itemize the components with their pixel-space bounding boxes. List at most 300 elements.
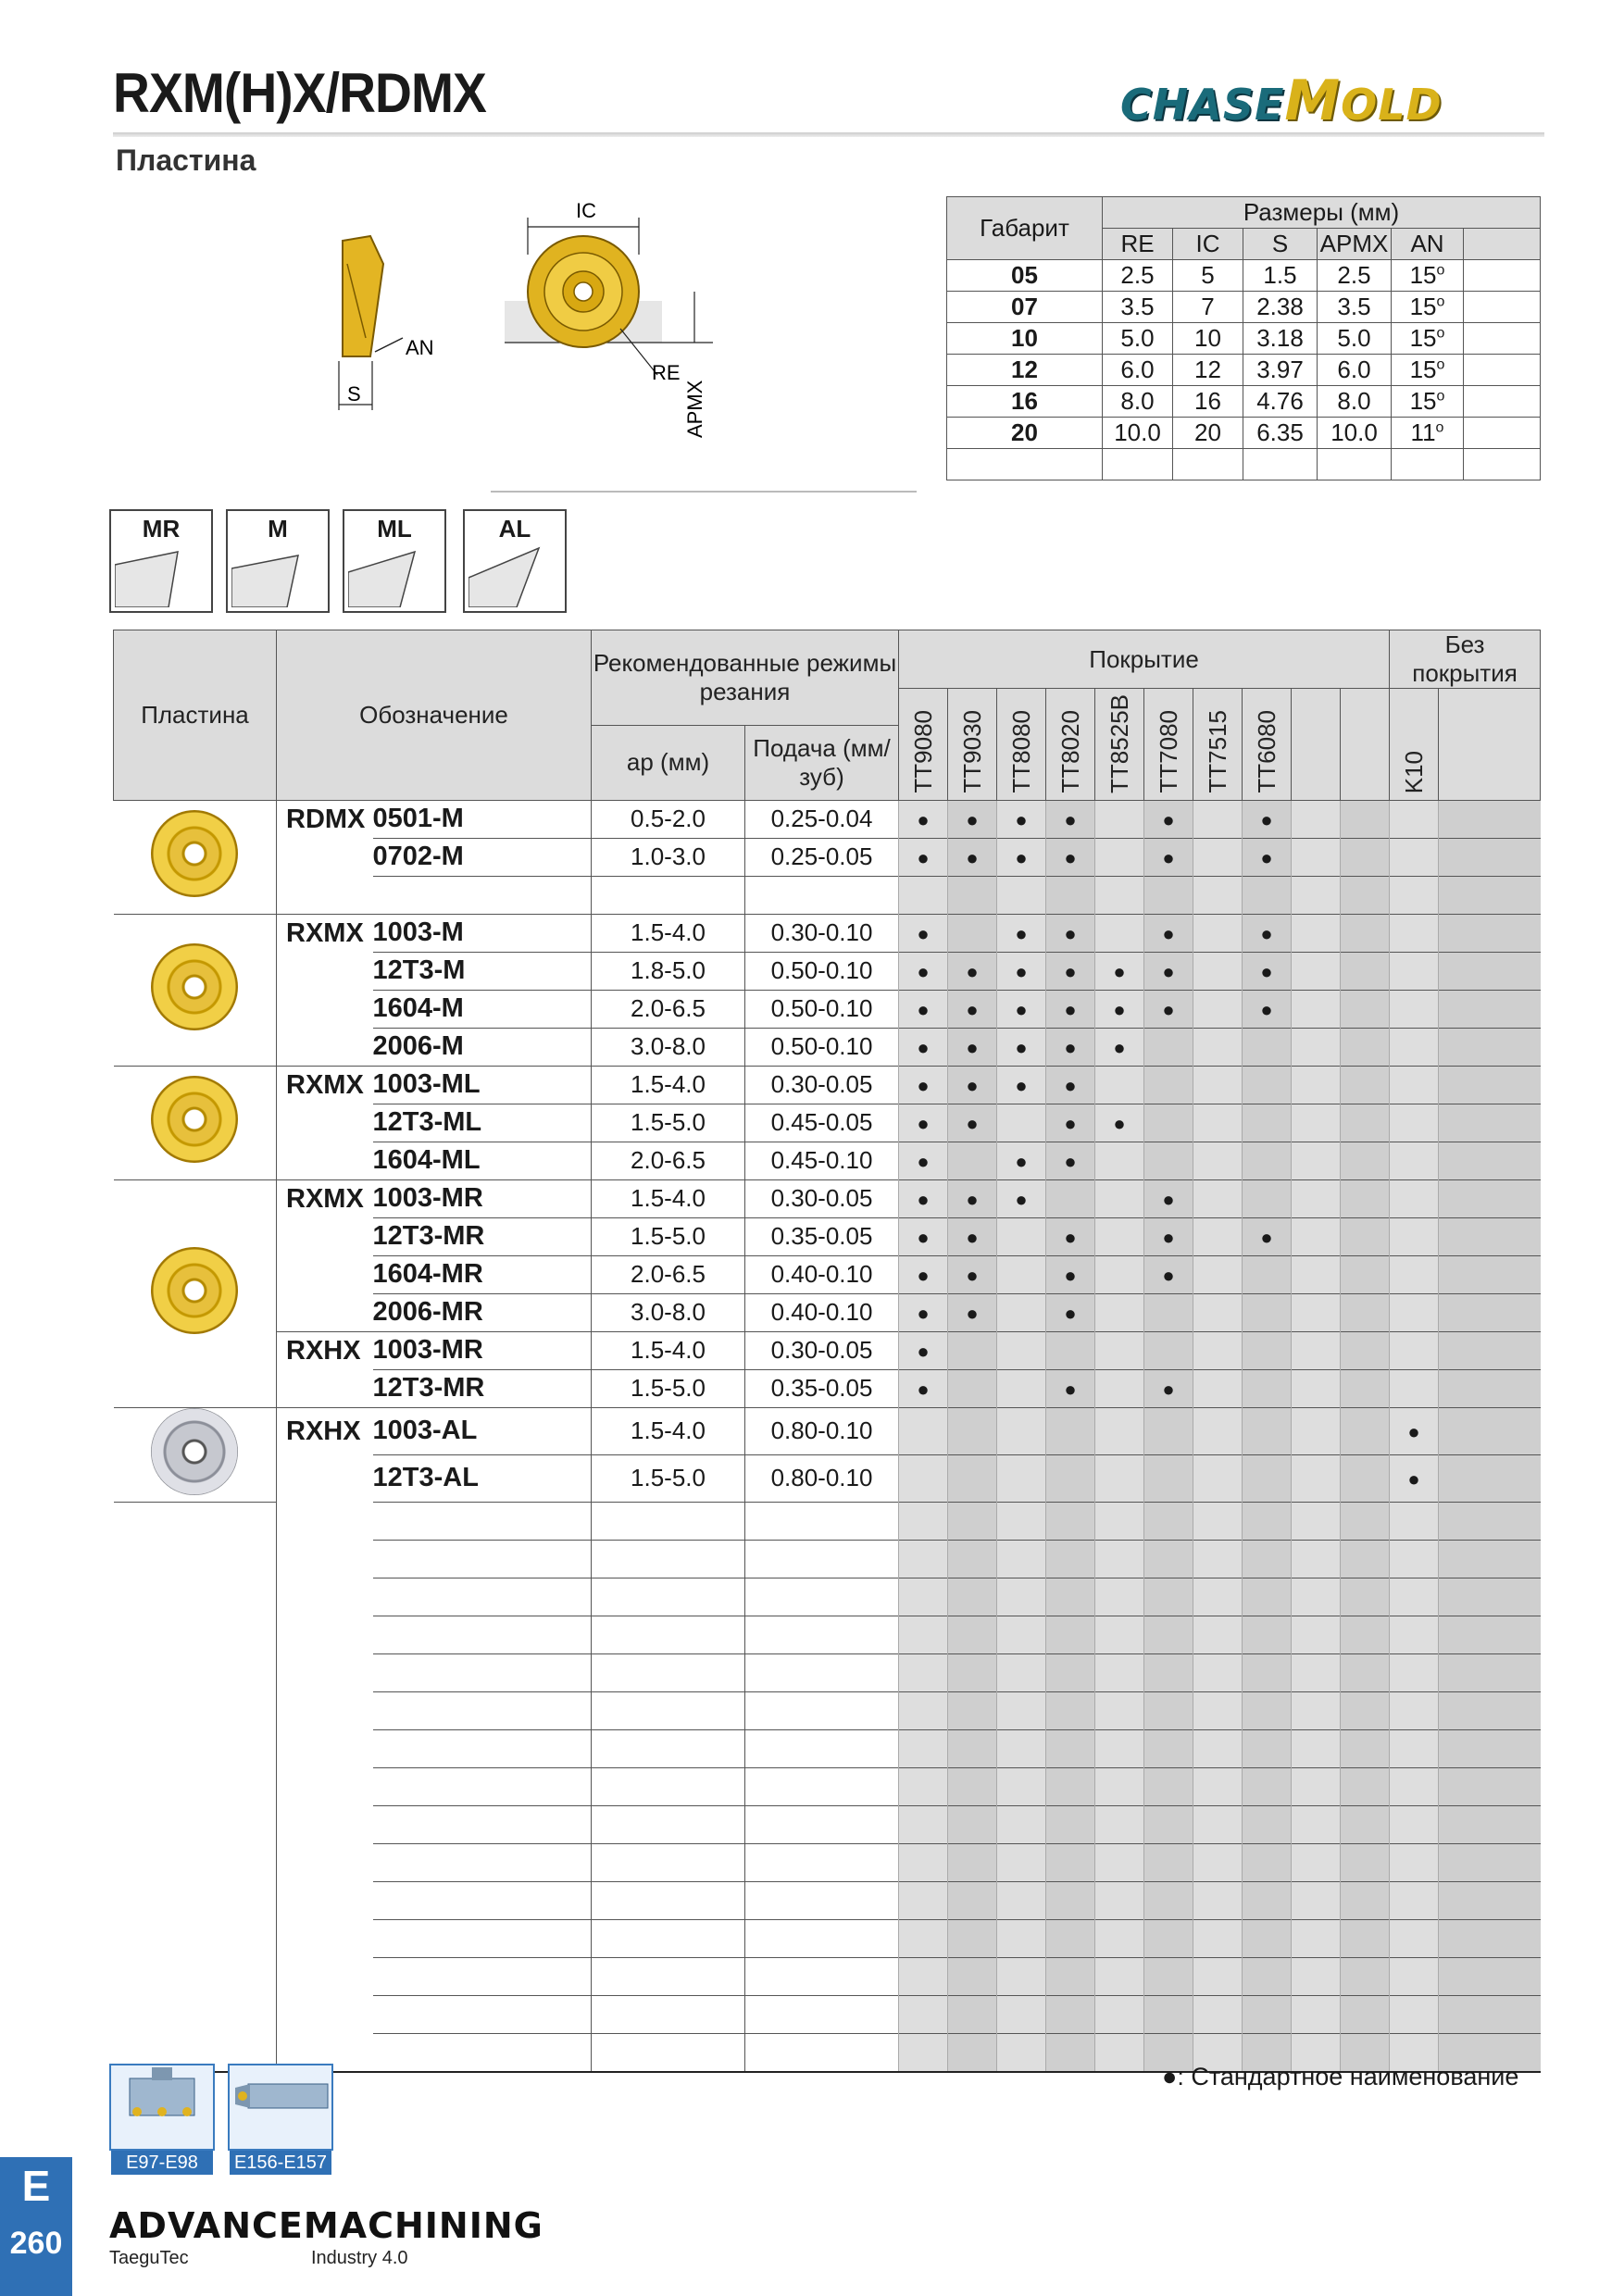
dims-cell-re: 6.0 bbox=[1103, 355, 1173, 386]
designation-prefix: RXMX bbox=[277, 914, 373, 952]
grade-cell bbox=[1095, 1578, 1144, 1616]
label-ic: IC bbox=[576, 199, 596, 222]
grade-cell bbox=[1341, 952, 1390, 990]
grade-cell bbox=[1193, 1843, 1243, 1881]
dims-header-group: Размеры (мм) bbox=[1103, 197, 1541, 229]
grade-cell bbox=[1046, 1995, 1095, 2033]
grade-cell bbox=[1193, 914, 1243, 952]
ap-value: 1.5-4.0 bbox=[592, 1066, 745, 1104]
dims-cell-ic: 10 bbox=[1173, 323, 1243, 355]
designation-code: 12T3-MR bbox=[373, 1217, 592, 1255]
grade-cell bbox=[1243, 1407, 1292, 1454]
grade-header bbox=[997, 689, 1046, 801]
dims-cell-ic: 5 bbox=[1173, 260, 1243, 292]
availability-dot bbox=[1390, 1407, 1439, 1454]
grade-cell bbox=[1390, 1104, 1439, 1142]
grade-cell bbox=[1341, 1843, 1390, 1881]
grade-cell bbox=[948, 1805, 997, 1843]
dims-cell-an bbox=[1392, 323, 1464, 355]
availability-dot bbox=[948, 1255, 997, 1293]
availability-dot bbox=[899, 838, 948, 876]
grade-cell bbox=[1439, 1995, 1541, 2033]
insert-image bbox=[114, 1066, 277, 1179]
grade-cell bbox=[1144, 1767, 1193, 1805]
grade-cell bbox=[1341, 914, 1390, 952]
dims-cell-size: 07 bbox=[947, 292, 1103, 323]
grade-cell bbox=[1292, 838, 1341, 876]
grade-cell bbox=[1439, 1805, 1541, 1843]
availability-dot bbox=[1046, 1369, 1095, 1407]
dims-row bbox=[947, 323, 1541, 355]
grade-cell bbox=[1144, 1578, 1193, 1616]
grade-cell bbox=[1341, 800, 1390, 838]
grade-cell bbox=[1095, 2033, 1144, 2072]
grade-cell bbox=[1439, 952, 1541, 990]
grade-cell bbox=[948, 1407, 997, 1454]
grade-cell bbox=[1390, 1066, 1439, 1104]
availability-dot bbox=[899, 1331, 948, 1369]
availability-dot bbox=[1046, 1104, 1095, 1142]
grade-header bbox=[1390, 689, 1439, 801]
table-row bbox=[114, 1028, 1541, 1066]
dims-cell-apmx: 10.0 bbox=[1318, 418, 1392, 449]
grade-cell bbox=[1144, 1729, 1193, 1767]
availability-dot bbox=[1144, 800, 1193, 838]
grade-header bbox=[1439, 689, 1541, 801]
grade-cell bbox=[1243, 1957, 1292, 1995]
grade-cell bbox=[1390, 1331, 1439, 1369]
dims-cell-s: 4.76 bbox=[1243, 386, 1318, 418]
grade-cell bbox=[1439, 800, 1541, 838]
grade-cell bbox=[899, 2033, 948, 2072]
designation-prefix bbox=[277, 1369, 373, 1407]
availability-dot bbox=[899, 1142, 948, 1179]
blank-row bbox=[114, 1919, 1541, 1957]
dims-header-re: RE bbox=[1103, 229, 1173, 260]
insert-drawing bbox=[306, 199, 731, 449]
grade-cell bbox=[1193, 800, 1243, 838]
page-title: RXM(H)X/RDMX bbox=[113, 62, 486, 124]
grade-cell bbox=[899, 876, 948, 914]
grade-cell bbox=[1193, 838, 1243, 876]
insert-image bbox=[114, 1179, 277, 1407]
designation-code: 2006-MR bbox=[373, 1293, 592, 1331]
grade-cell bbox=[1439, 1881, 1541, 1919]
grade-cell bbox=[1095, 1767, 1144, 1805]
designation-prefix bbox=[277, 990, 373, 1028]
availability-dot bbox=[948, 952, 997, 990]
insert-image bbox=[114, 1407, 277, 1502]
grade-cell bbox=[1095, 1805, 1144, 1843]
grade-cell bbox=[1439, 1369, 1541, 1407]
feed-value: 0.50-0.10 bbox=[745, 990, 899, 1028]
grade-cell bbox=[1439, 1331, 1541, 1369]
table-row bbox=[114, 838, 1541, 876]
availability-dot bbox=[899, 1369, 948, 1407]
grade-cell bbox=[948, 1843, 997, 1881]
availability-dot bbox=[948, 1028, 997, 1066]
availability-dot bbox=[1046, 914, 1095, 952]
feed-value: 0.80-0.10 bbox=[745, 1454, 899, 1502]
feed-value: 0.30-0.05 bbox=[745, 1179, 899, 1217]
dims-cell-s: 2.38 bbox=[1243, 292, 1318, 323]
designation-code bbox=[373, 876, 592, 914]
grade-cell bbox=[1095, 1293, 1144, 1331]
grade-label: TT8525B bbox=[1105, 694, 1133, 793]
grade-cell bbox=[1292, 1653, 1341, 1691]
grade-cell bbox=[1046, 1881, 1095, 1919]
availability-dot bbox=[1144, 838, 1193, 876]
dims-cell-size: 16 bbox=[947, 386, 1103, 418]
side-view-shape bbox=[343, 236, 383, 356]
designation-prefix: RDMX bbox=[277, 800, 373, 838]
dims-cell-re: 8.0 bbox=[1103, 386, 1173, 418]
grade-cell bbox=[948, 1616, 997, 1653]
grade-cell bbox=[1341, 1691, 1390, 1729]
grade-cell bbox=[1390, 1653, 1439, 1691]
designation-prefix bbox=[277, 952, 373, 990]
grade-cell bbox=[1439, 1142, 1541, 1179]
label-re: RE bbox=[652, 361, 681, 384]
availability-dot bbox=[997, 914, 1046, 952]
grade-header bbox=[899, 689, 948, 801]
grade-cell bbox=[948, 1142, 997, 1179]
ap-value: 2.0-6.5 bbox=[592, 990, 745, 1028]
grade-cell bbox=[1243, 1066, 1292, 1104]
grade-cell bbox=[1390, 952, 1439, 990]
grade-cell bbox=[1193, 1293, 1243, 1331]
diagram-divider bbox=[491, 491, 917, 493]
grade-cell bbox=[997, 1407, 1046, 1454]
grade-cell bbox=[1144, 1653, 1193, 1691]
grade-cell bbox=[1144, 1331, 1193, 1369]
grade-cell bbox=[1144, 1919, 1193, 1957]
blank-row bbox=[114, 1805, 1541, 1843]
dims-cell-an bbox=[1392, 386, 1464, 418]
section-tab bbox=[0, 2157, 72, 2296]
grade-cell bbox=[997, 1578, 1046, 1616]
availability-dot bbox=[899, 1066, 948, 1104]
dims-cell-s: 3.97 bbox=[1243, 355, 1318, 386]
grade-cell bbox=[1243, 1919, 1292, 1957]
dims-header-ic: IC bbox=[1173, 229, 1243, 260]
availability-dot bbox=[1144, 914, 1193, 952]
grade-cell bbox=[1095, 1142, 1144, 1179]
feed-value bbox=[745, 876, 899, 914]
grade-cell bbox=[1243, 1616, 1292, 1653]
grade-cell bbox=[997, 1104, 1046, 1142]
grade-cell bbox=[1390, 1502, 1439, 1540]
dims-cell-re: 3.5 bbox=[1103, 292, 1173, 323]
table-row bbox=[114, 1142, 1541, 1179]
availability-dot bbox=[1243, 1217, 1292, 1255]
dims-cell-size: 10 bbox=[947, 323, 1103, 355]
grade-cell bbox=[1439, 838, 1541, 876]
grade-cell bbox=[1439, 1957, 1541, 1995]
grade-cell bbox=[1193, 1407, 1243, 1454]
grade-cell bbox=[1193, 1616, 1243, 1653]
grade-cell bbox=[899, 1502, 948, 1540]
availability-dot bbox=[899, 1028, 948, 1066]
grade-cell bbox=[1144, 1142, 1193, 1179]
availability-dot bbox=[1046, 838, 1095, 876]
dims-row bbox=[947, 292, 1541, 323]
header-feed: Подача (мм/зуб) bbox=[745, 725, 899, 800]
grade-cell bbox=[1439, 1540, 1541, 1578]
grade-cell bbox=[1341, 1653, 1390, 1691]
grade-cell bbox=[997, 1957, 1046, 1995]
availability-dot bbox=[1046, 800, 1095, 838]
availability-dot bbox=[1390, 1454, 1439, 1502]
dims-cell-ic: 7 bbox=[1173, 292, 1243, 323]
designation-prefix bbox=[277, 1028, 373, 1066]
grade-cell bbox=[1243, 1691, 1292, 1729]
grade-cell bbox=[1439, 1179, 1541, 1217]
grade-cell bbox=[1095, 1995, 1144, 2033]
grade-cell bbox=[1292, 1217, 1341, 1255]
grade-cell bbox=[1341, 1881, 1390, 1919]
degree-mark: o bbox=[1435, 419, 1444, 436]
grade-cell bbox=[1144, 1881, 1193, 1919]
dims-cell-size: 12 bbox=[947, 355, 1103, 386]
grade-header bbox=[1243, 689, 1292, 801]
availability-dot bbox=[948, 1217, 997, 1255]
designation-code: 1003-M bbox=[373, 914, 592, 952]
dims-cell-ic: 12 bbox=[1173, 355, 1243, 386]
designation-code: 1604-M bbox=[373, 990, 592, 1028]
grade-cell bbox=[997, 1995, 1046, 2033]
header-ap: ap (мм) bbox=[592, 725, 745, 800]
dims-cell-apmx: 2.5 bbox=[1318, 260, 1392, 292]
availability-dot bbox=[948, 838, 997, 876]
grade-cell bbox=[1046, 1502, 1095, 1540]
ap-value bbox=[592, 876, 745, 914]
grade-cell bbox=[1144, 1407, 1193, 1454]
grade-cell bbox=[1292, 1407, 1341, 1454]
designation-code: 1003-MR bbox=[373, 1179, 592, 1217]
grade-header bbox=[1341, 689, 1390, 801]
label-apmx: APMX bbox=[683, 380, 706, 438]
grade-cell bbox=[1341, 1179, 1390, 1217]
grade-cell bbox=[1193, 990, 1243, 1028]
grade-cell bbox=[948, 1331, 997, 1369]
section-letter: E bbox=[21, 2162, 51, 2210]
grade-cell bbox=[948, 876, 997, 914]
reference-milling-cutter[interactable] bbox=[109, 2064, 215, 2173]
designation-code: 1003-ML bbox=[373, 1066, 592, 1104]
feed-value: 0.50-0.10 bbox=[745, 1028, 899, 1066]
advance-machining-logo: ADVANCEMACHINING bbox=[109, 2205, 543, 2246]
geometry-label: ML bbox=[377, 515, 412, 543]
grade-cell bbox=[1046, 1179, 1095, 1217]
grade-cell bbox=[1292, 1957, 1341, 1995]
grade-cell bbox=[1046, 1454, 1095, 1502]
grade-cell bbox=[1390, 800, 1439, 838]
table-row bbox=[114, 1454, 1541, 1502]
grade-cell bbox=[997, 1691, 1046, 1729]
table-row bbox=[114, 1066, 1541, 1104]
geometry-icon-m bbox=[226, 509, 330, 613]
designation-prefix bbox=[277, 1255, 373, 1293]
grade-cell bbox=[1243, 1104, 1292, 1142]
grade-cell bbox=[1193, 1578, 1243, 1616]
grade-cell bbox=[1144, 1293, 1193, 1331]
grade-cell bbox=[1243, 1454, 1292, 1502]
grade-label: TT7515 bbox=[1203, 710, 1231, 793]
grade-cell bbox=[997, 1881, 1046, 1919]
grade-cell bbox=[1144, 1691, 1193, 1729]
availability-dot bbox=[899, 952, 948, 990]
grade-cell bbox=[1046, 1331, 1095, 1369]
grade-cell bbox=[1193, 1179, 1243, 1217]
grade-label: TT7080 bbox=[1154, 710, 1182, 793]
grade-cell bbox=[1390, 1729, 1439, 1767]
brand-sub-left: TaeguTec bbox=[109, 2248, 189, 2268]
grade-cell bbox=[1046, 1729, 1095, 1767]
feed-value: 0.50-0.10 bbox=[745, 952, 899, 990]
grade-cell bbox=[1095, 800, 1144, 838]
grade-cell bbox=[1243, 1767, 1292, 1805]
grade-cell bbox=[1292, 1919, 1341, 1957]
grade-cell bbox=[1341, 1255, 1390, 1293]
grade-cell bbox=[1292, 1767, 1341, 1805]
geometry-label: MR bbox=[142, 515, 181, 543]
grade-cell bbox=[1095, 1540, 1144, 1578]
table-row bbox=[114, 1407, 1541, 1454]
grade-cell bbox=[1439, 1454, 1541, 1502]
grade-cell bbox=[1095, 1653, 1144, 1691]
designation-code: 1604-MR bbox=[373, 1255, 592, 1293]
grade-cell bbox=[997, 1653, 1046, 1691]
grade-cell bbox=[1144, 1616, 1193, 1653]
ap-value: 3.0-8.0 bbox=[592, 1293, 745, 1331]
header-uncoated: Без покрытия bbox=[1390, 630, 1541, 689]
designation-code: 1003-MR bbox=[373, 1331, 592, 1369]
degree-mark: o bbox=[1436, 262, 1445, 279]
label-s: S bbox=[347, 382, 361, 406]
availability-dot bbox=[1046, 952, 1095, 990]
designation-prefix bbox=[277, 838, 373, 876]
grade-cell bbox=[1292, 1369, 1341, 1407]
grade-cell bbox=[1292, 1028, 1341, 1066]
header-conditions: Рекомендованные режимы резания bbox=[592, 630, 899, 726]
grade-cell bbox=[1193, 876, 1243, 914]
header-insert: Пластина bbox=[114, 630, 277, 801]
grade-cell bbox=[1095, 1255, 1144, 1293]
insert-photo-icon bbox=[151, 1076, 238, 1163]
grade-cell bbox=[1341, 990, 1390, 1028]
grade-cell bbox=[1193, 1369, 1243, 1407]
availability-dot bbox=[1046, 1028, 1095, 1066]
table-row bbox=[114, 876, 1541, 914]
grade-cell bbox=[1390, 1691, 1439, 1729]
grade-cell bbox=[1341, 1066, 1390, 1104]
grade-cell bbox=[1439, 1578, 1541, 1616]
grade-cell bbox=[1439, 1843, 1541, 1881]
grade-cell bbox=[1193, 1331, 1243, 1369]
geometry-label: AL bbox=[498, 515, 531, 543]
ap-value: 2.0-6.5 bbox=[592, 1142, 745, 1179]
degree-mark: o bbox=[1436, 388, 1445, 405]
grade-cell bbox=[1193, 1217, 1243, 1255]
grade-header bbox=[1292, 689, 1341, 801]
dims-header-size: Габарит bbox=[947, 197, 1103, 260]
grade-header bbox=[1095, 689, 1144, 801]
designation-code: 1003-AL bbox=[373, 1407, 592, 1454]
page-number: 260 bbox=[9, 2226, 63, 2261]
grade-cell bbox=[1292, 876, 1341, 914]
availability-dot bbox=[1144, 952, 1193, 990]
grade-cell bbox=[1341, 1995, 1390, 2033]
grade-cell bbox=[1341, 876, 1390, 914]
grade-cell bbox=[1046, 876, 1095, 914]
grade-cell bbox=[1341, 1331, 1390, 1369]
feed-value: 0.40-0.10 bbox=[745, 1255, 899, 1293]
grade-cell bbox=[1439, 1066, 1541, 1104]
availability-dot bbox=[997, 1142, 1046, 1179]
ap-value: 1.5-5.0 bbox=[592, 1454, 745, 1502]
dims-cell-re: 5.0 bbox=[1103, 323, 1173, 355]
grade-cell bbox=[1046, 1691, 1095, 1729]
grade-cell bbox=[1439, 1616, 1541, 1653]
grade-cell bbox=[899, 1729, 948, 1767]
geometry-icon-ml bbox=[343, 509, 446, 613]
availability-dot bbox=[899, 1104, 948, 1142]
table-row bbox=[114, 1179, 1541, 1217]
table-row bbox=[114, 952, 1541, 990]
availability-dot bbox=[1095, 952, 1144, 990]
reference-end-mill[interactable] bbox=[228, 2064, 333, 2173]
grade-cell bbox=[1144, 1104, 1193, 1142]
dims-cell-s: 6.35 bbox=[1243, 418, 1318, 449]
designation-code: 2006-M bbox=[373, 1028, 592, 1066]
grade-cell bbox=[899, 1407, 948, 1454]
grade-cell bbox=[1243, 1540, 1292, 1578]
availability-dot bbox=[1243, 990, 1292, 1028]
availability-dot bbox=[1046, 1293, 1095, 1331]
grade-cell bbox=[1292, 1691, 1341, 1729]
grade-cell bbox=[899, 1919, 948, 1957]
feed-value: 0.30-0.05 bbox=[745, 1331, 899, 1369]
grade-cell bbox=[1046, 1843, 1095, 1881]
grade-cell bbox=[1144, 876, 1193, 914]
grade-cell bbox=[1341, 1217, 1390, 1255]
dims-cell-an bbox=[1392, 418, 1464, 449]
availability-dot bbox=[1243, 914, 1292, 952]
feed-value: 0.30-0.05 bbox=[745, 1066, 899, 1104]
table-row bbox=[114, 1293, 1541, 1331]
grade-cell bbox=[1243, 1653, 1292, 1691]
grade-cell bbox=[899, 1540, 948, 1578]
grade-cell bbox=[1095, 1369, 1144, 1407]
grade-cell bbox=[1095, 1881, 1144, 1919]
blank-row bbox=[114, 1881, 1541, 1919]
availability-dot bbox=[1095, 990, 1144, 1028]
grade-cell bbox=[1095, 1729, 1144, 1767]
geometry-icon-mr bbox=[109, 509, 213, 613]
grade-cell bbox=[1046, 1653, 1095, 1691]
angle-value: 11 bbox=[1410, 418, 1436, 446]
ap-value: 1.5-4.0 bbox=[592, 1331, 745, 1369]
grade-cell bbox=[997, 1454, 1046, 1502]
angle-value: 15 bbox=[1409, 387, 1437, 415]
geometry-icon-al bbox=[463, 509, 567, 613]
grade-cell bbox=[948, 1454, 997, 1502]
availability-dot bbox=[1243, 952, 1292, 990]
grade-cell bbox=[1243, 1028, 1292, 1066]
grade-cell bbox=[1439, 1028, 1541, 1066]
degree-mark: o bbox=[1436, 356, 1445, 373]
